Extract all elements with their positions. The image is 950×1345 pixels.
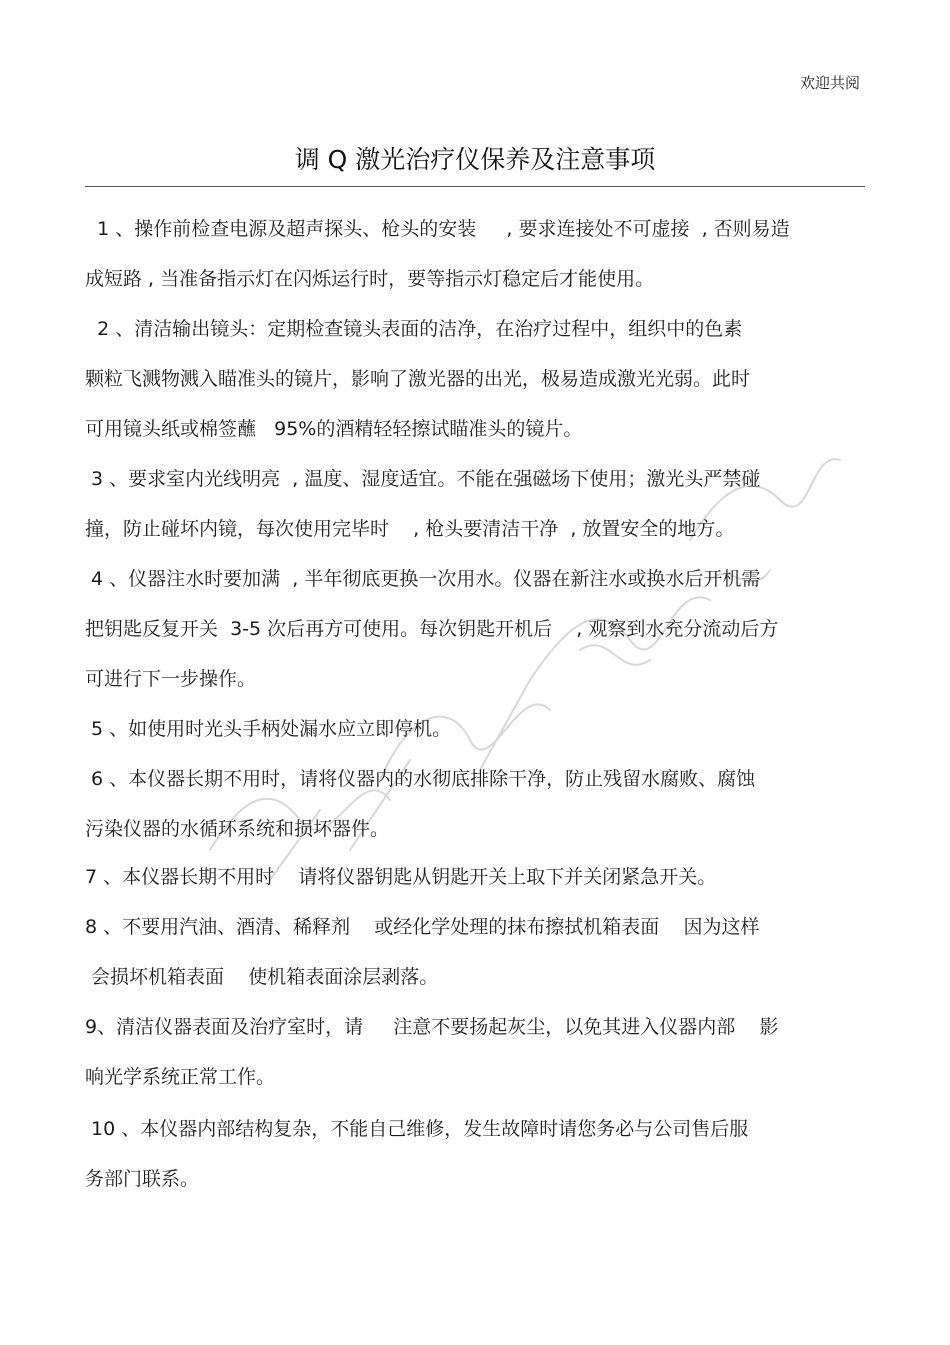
header-note: 欢迎共阅: [799, 74, 860, 92]
document-title: 调 Q 激光治疗仪保养及注意事项: [294, 145, 656, 174]
body-line: 颗粒飞溅物溅入瞄准头的镜片，影响了激光器的出光，极易造成激光光弱。此时: [85, 368, 751, 390]
body-line: 3 、要求室内光线明亮 , 温度、湿度适宜。不能在强磁场下使用；激光头严禁碰: [85, 468, 761, 490]
body-line: 务部门联系。: [85, 1168, 200, 1190]
body-line: 8 、不要用汽油、酒清、稀释剂 或经化学处理的抹布擦拭机箱表面 因为这样: [85, 916, 760, 938]
body-line: 成短路 , 当准备指示灯在闪烁运行时，要等指示灯稳定后才能使用。: [85, 268, 655, 290]
body-line: 4 、仪器注水时要加满 , 半年彻底更换一次用水。仪器在新注水或换水后开机需: [85, 568, 761, 590]
body-line: 污染仪器的水循环系统和损坏器件。: [85, 818, 390, 840]
body-line: 7 、本仪器长期不用时 请将仪器钥匙从钥匙开关上取下并关闭紧急开关。: [85, 866, 717, 888]
body-line: 2 、清洁输出镜头：定期检查镜头表面的洁净，在治疗过程中，组织中的色素: [85, 318, 743, 340]
body-line: 9、清洁仪器表面及治疗室时，请 注意不要扬起灰尘，以免其进入仪器内部 影: [85, 1016, 779, 1038]
body-line: 5 、如使用时光头手柄处漏水应立即停机。: [85, 718, 452, 740]
body-line: 可用镜头纸或棉签蘸 95%的酒精轻轻擦试瞄准头的镜片。: [85, 418, 583, 440]
body-line: 把钥匙反复开关 3-5 次后再方可使用。每次钥匙开机后 , 观察到水充分流动后方: [85, 618, 779, 640]
title-divider: [85, 186, 865, 187]
body-line: 可进行下一步操作。: [85, 668, 257, 690]
body-line: 撞，防止碰坏内镜，每次使用完毕时 , 枪头要清洁干净 , 放置安全的地方。: [85, 518, 735, 540]
body-line: 10 、本仪器内部结构复杂，不能自己维修，发生故障时请您务必与公司售后服: [85, 1118, 749, 1140]
body-line: 1 、操作前检查电源及超声探头、枪头的安装 , 要求连接处不可虚接 , 否则易造: [85, 218, 790, 240]
body-line: 6 、本仪器长期不用时，请将仪器内的水彻底排除干净，防止残留水腐败、腐蚀: [85, 768, 756, 790]
body-line: 会损坏机箱表面 使机箱表面涂层剥落。: [85, 966, 439, 988]
body-line: 响光学系统正常工作。: [85, 1066, 276, 1088]
